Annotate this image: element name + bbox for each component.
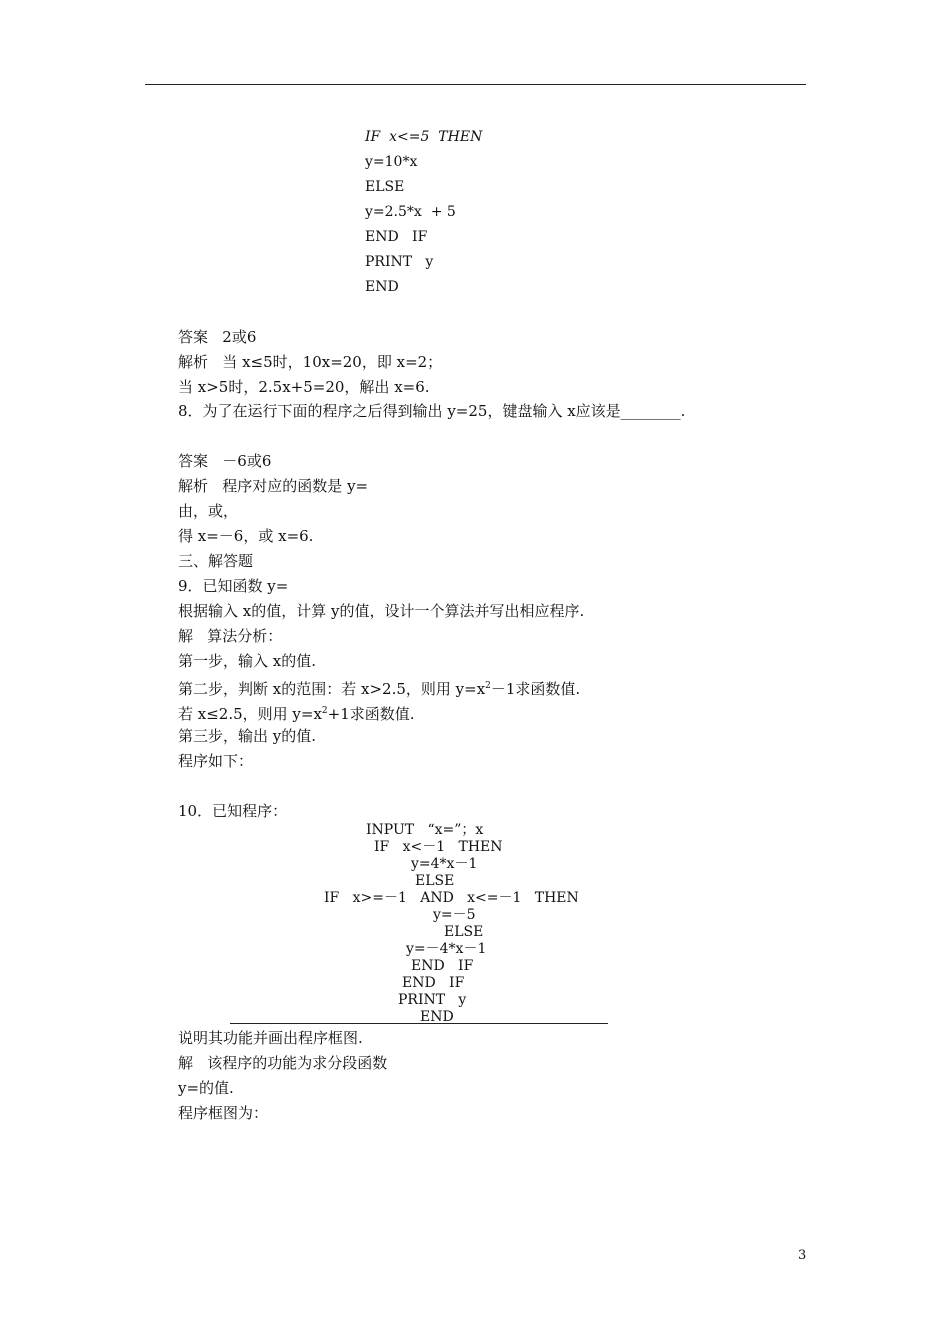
code-line: y=2.5*x + 5 — [365, 204, 456, 220]
code-line: END — [420, 1009, 454, 1025]
flowchart-label: 程序框图为： — [178, 1104, 269, 1122]
analysis-8-line-3: 得 x=－6，或 x=6. — [178, 527, 314, 545]
answer-8: 答案 －6或6 — [178, 452, 272, 470]
code-line: IF x<－1 THEN — [374, 839, 503, 855]
code-line: END — [365, 279, 399, 295]
code-line: END IF — [411, 958, 474, 974]
code-line: END IF — [402, 975, 465, 991]
code-line: INPUT “x=”；x — [366, 822, 484, 838]
solution-10: 解 该程序的功能为求分段函数 — [178, 1054, 388, 1072]
code-line: y=－5 — [433, 907, 476, 923]
analysis-7-line-1: 解析 当 x≤5时，10x=20，即 x=2； — [178, 353, 443, 371]
code-line: PRINT y — [365, 254, 434, 270]
step-2 — [178, 676, 580, 699]
explain-10: 说明其功能并画出程序框图. — [178, 1029, 363, 1047]
step-1: 第一步，输入 x的值. — [178, 652, 316, 670]
code-line: END IF — [365, 229, 428, 245]
function-value: y=的值. — [178, 1079, 234, 1097]
step-2-part-a: 第二步，判断 x的范围：若 x>2.5，则用 y=x — [178, 680, 486, 698]
step-2-cont — [178, 701, 415, 724]
question-9-line-2: 根据输入 x的值，计算 y的值，设计一个算法并写出相应程序. — [178, 602, 585, 620]
step-3: 第三步，输出 y的值. — [178, 727, 317, 745]
analysis-8-line-1: 解析 程序对应的函数是 y= — [178, 477, 369, 495]
code-line: y=10*x — [365, 154, 418, 170]
section-heading: 三、解答题 — [178, 552, 254, 570]
answer-7: 答案 2或6 — [178, 328, 257, 346]
question-8: 8．为了在运行下面的程序之后得到输出 y=25，键盘输入 x应该是________. — [178, 402, 686, 420]
step-2-part-d: +1求函数值. — [327, 705, 415, 723]
exponent: 2 — [321, 706, 328, 716]
question-10: 10．已知程序： — [178, 802, 288, 820]
code-line: ELSE — [365, 179, 405, 195]
analysis-7-line-2: 当 x>5时，2.5x+5=20，解出 x=6. — [178, 378, 430, 396]
header-rule — [145, 84, 806, 85]
solution-9-label: 解 算法分析： — [178, 627, 283, 645]
program-label: 程序如下： — [178, 752, 254, 770]
code-line: ELSE — [415, 873, 455, 889]
page-number: 3 — [798, 1248, 807, 1263]
code-line: PRINT y — [398, 992, 467, 1008]
code-line: IF x>=－1 AND x<=－1 THEN — [324, 890, 579, 906]
step-2-part-b: －1求函数值. — [490, 680, 581, 698]
code-line: IF x<=5 THEN — [365, 129, 483, 145]
code-underline — [230, 1023, 608, 1024]
code-line: ELSE — [444, 924, 484, 940]
question-9-line-1: 9．已知函数 y= — [178, 577, 289, 595]
step-2-part-c: 若 x≤2.5，则用 y=x — [178, 705, 322, 723]
code-line: y=－4*x－1 — [406, 941, 487, 957]
analysis-8-line-2: 由，或， — [178, 502, 239, 520]
exponent: 2 — [485, 681, 491, 691]
code-line: y=4*x－1 — [411, 856, 478, 872]
